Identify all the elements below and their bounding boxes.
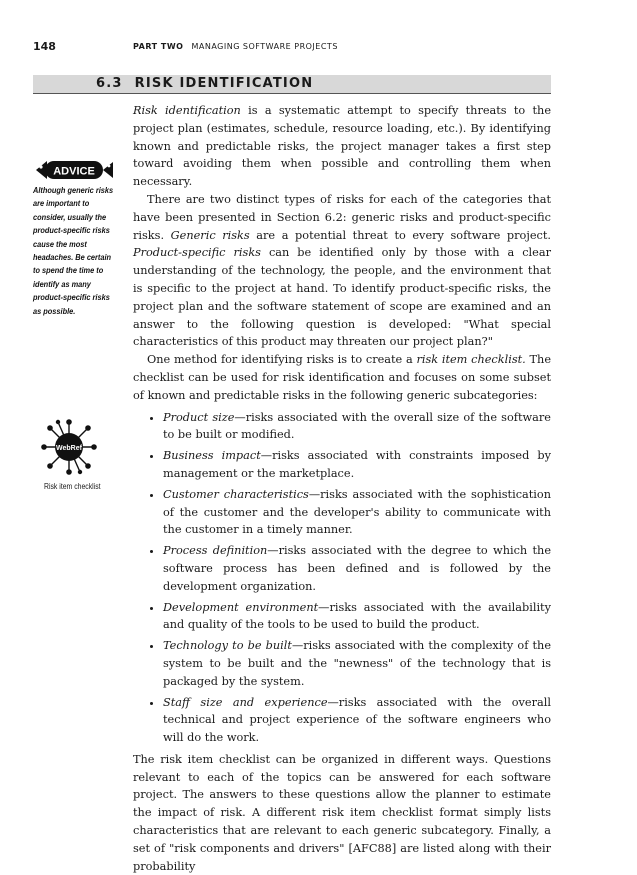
list-item: • Product size—risks associated with the overall size of the software to be built or modified. bbox=[163, 409, 551, 445]
advice-note: Although generic risks are important to consider, usually the product-specific risks cause the most headaches. Be certain to spend the time to identify as many product-specific risks as possible. bbox=[33, 185, 114, 316]
part-label: PART TWO bbox=[133, 42, 184, 51]
section-number: 6.3 bbox=[96, 76, 123, 91]
section-heading bbox=[96, 76, 325, 91]
paragraph-4: The risk item checklist can be organized in different ways. Questions relevant to each of the topics can be answered for each software project. The answers to these questions allow the planner to estimate the impact of risk. A different risk item checklist format simply lists characteristics that are relevant to each generic subcategory. Finally, a set of "risk components and drivers" [AFC88] are listed along with their probability bbox=[133, 752, 551, 873]
list-item: • Staff size and experience—risks associated with the overall technical and project experience of the software engineers who will do the work. bbox=[163, 694, 551, 747]
part-title: MANAGING SOFTWARE PROJECTS bbox=[191, 42, 338, 51]
list-item: • Technology to be built—risks associated with the complexity of the system to be built and the "newness" of the technology that is packaged by the system. bbox=[163, 637, 551, 690]
term: Generic risks bbox=[170, 228, 250, 242]
advice-icon bbox=[33, 157, 125, 187]
paragraph-3: One method for identifying risks is to create a risk item checklist. The checklist can be used for risk identification and focuses on some subset of known and predictable risks in the following generic subcategories: bbox=[133, 353, 551, 402]
term: Risk identification bbox=[133, 104, 241, 117]
list-item: • Development environment—risks associated with the availability and quality of the tools to be used to build the product. bbox=[163, 599, 551, 635]
advice-label: ADVICE bbox=[53, 165, 95, 178]
list-item: • Process definition—risks associated with the degree to which the software process has been defined and is followed by the development organization. bbox=[163, 542, 551, 595]
paragraph-1: Risk identification is a systematic attempt to specify threats to the project plan (estimates, schedule, resource loading, etc.). By identifying known and predictable risks, the project manager takes a first step toward avoiding them when possible and controlling them when necessary. bbox=[133, 104, 552, 189]
list-item: • Customer characteristics—risks associated with the sophistication of the customer and the developer's ability to communicate with the customer in a timely manner. bbox=[163, 486, 551, 539]
webref-label: WebRef bbox=[56, 445, 82, 452]
webref-icon bbox=[38, 418, 100, 480]
term: Product-specific risks bbox=[133, 246, 261, 260]
page-number: 148 bbox=[33, 40, 56, 53]
subcategory-list bbox=[133, 409, 551, 747]
section-title: RISK IDENTIFICATION bbox=[134, 76, 314, 91]
webref-caption: Risk item checklist bbox=[44, 482, 101, 491]
paragraph-2: There are two distinct types of risks for each of the categories that have been presented in Section 6.2: generic risks and product-specific risks. Generic risks are a potential threat to every software project. Product-specific risks can be identified only by those with a clear understanding of the technology, the people, and the environment that is specific to the project at hand. To identify product-specific risks, the project plan and the software statement of scope are examined and an answer to the following question is developed: "What special characteristics of this product may threaten our project plan?" bbox=[133, 192, 551, 349]
running-header bbox=[133, 42, 338, 51]
term: risk item checklist. bbox=[416, 353, 526, 367]
body-text bbox=[133, 102, 551, 875]
list-item: • Business impact—risks associated with constraints imposed by management or the marketplace. bbox=[163, 447, 551, 483]
